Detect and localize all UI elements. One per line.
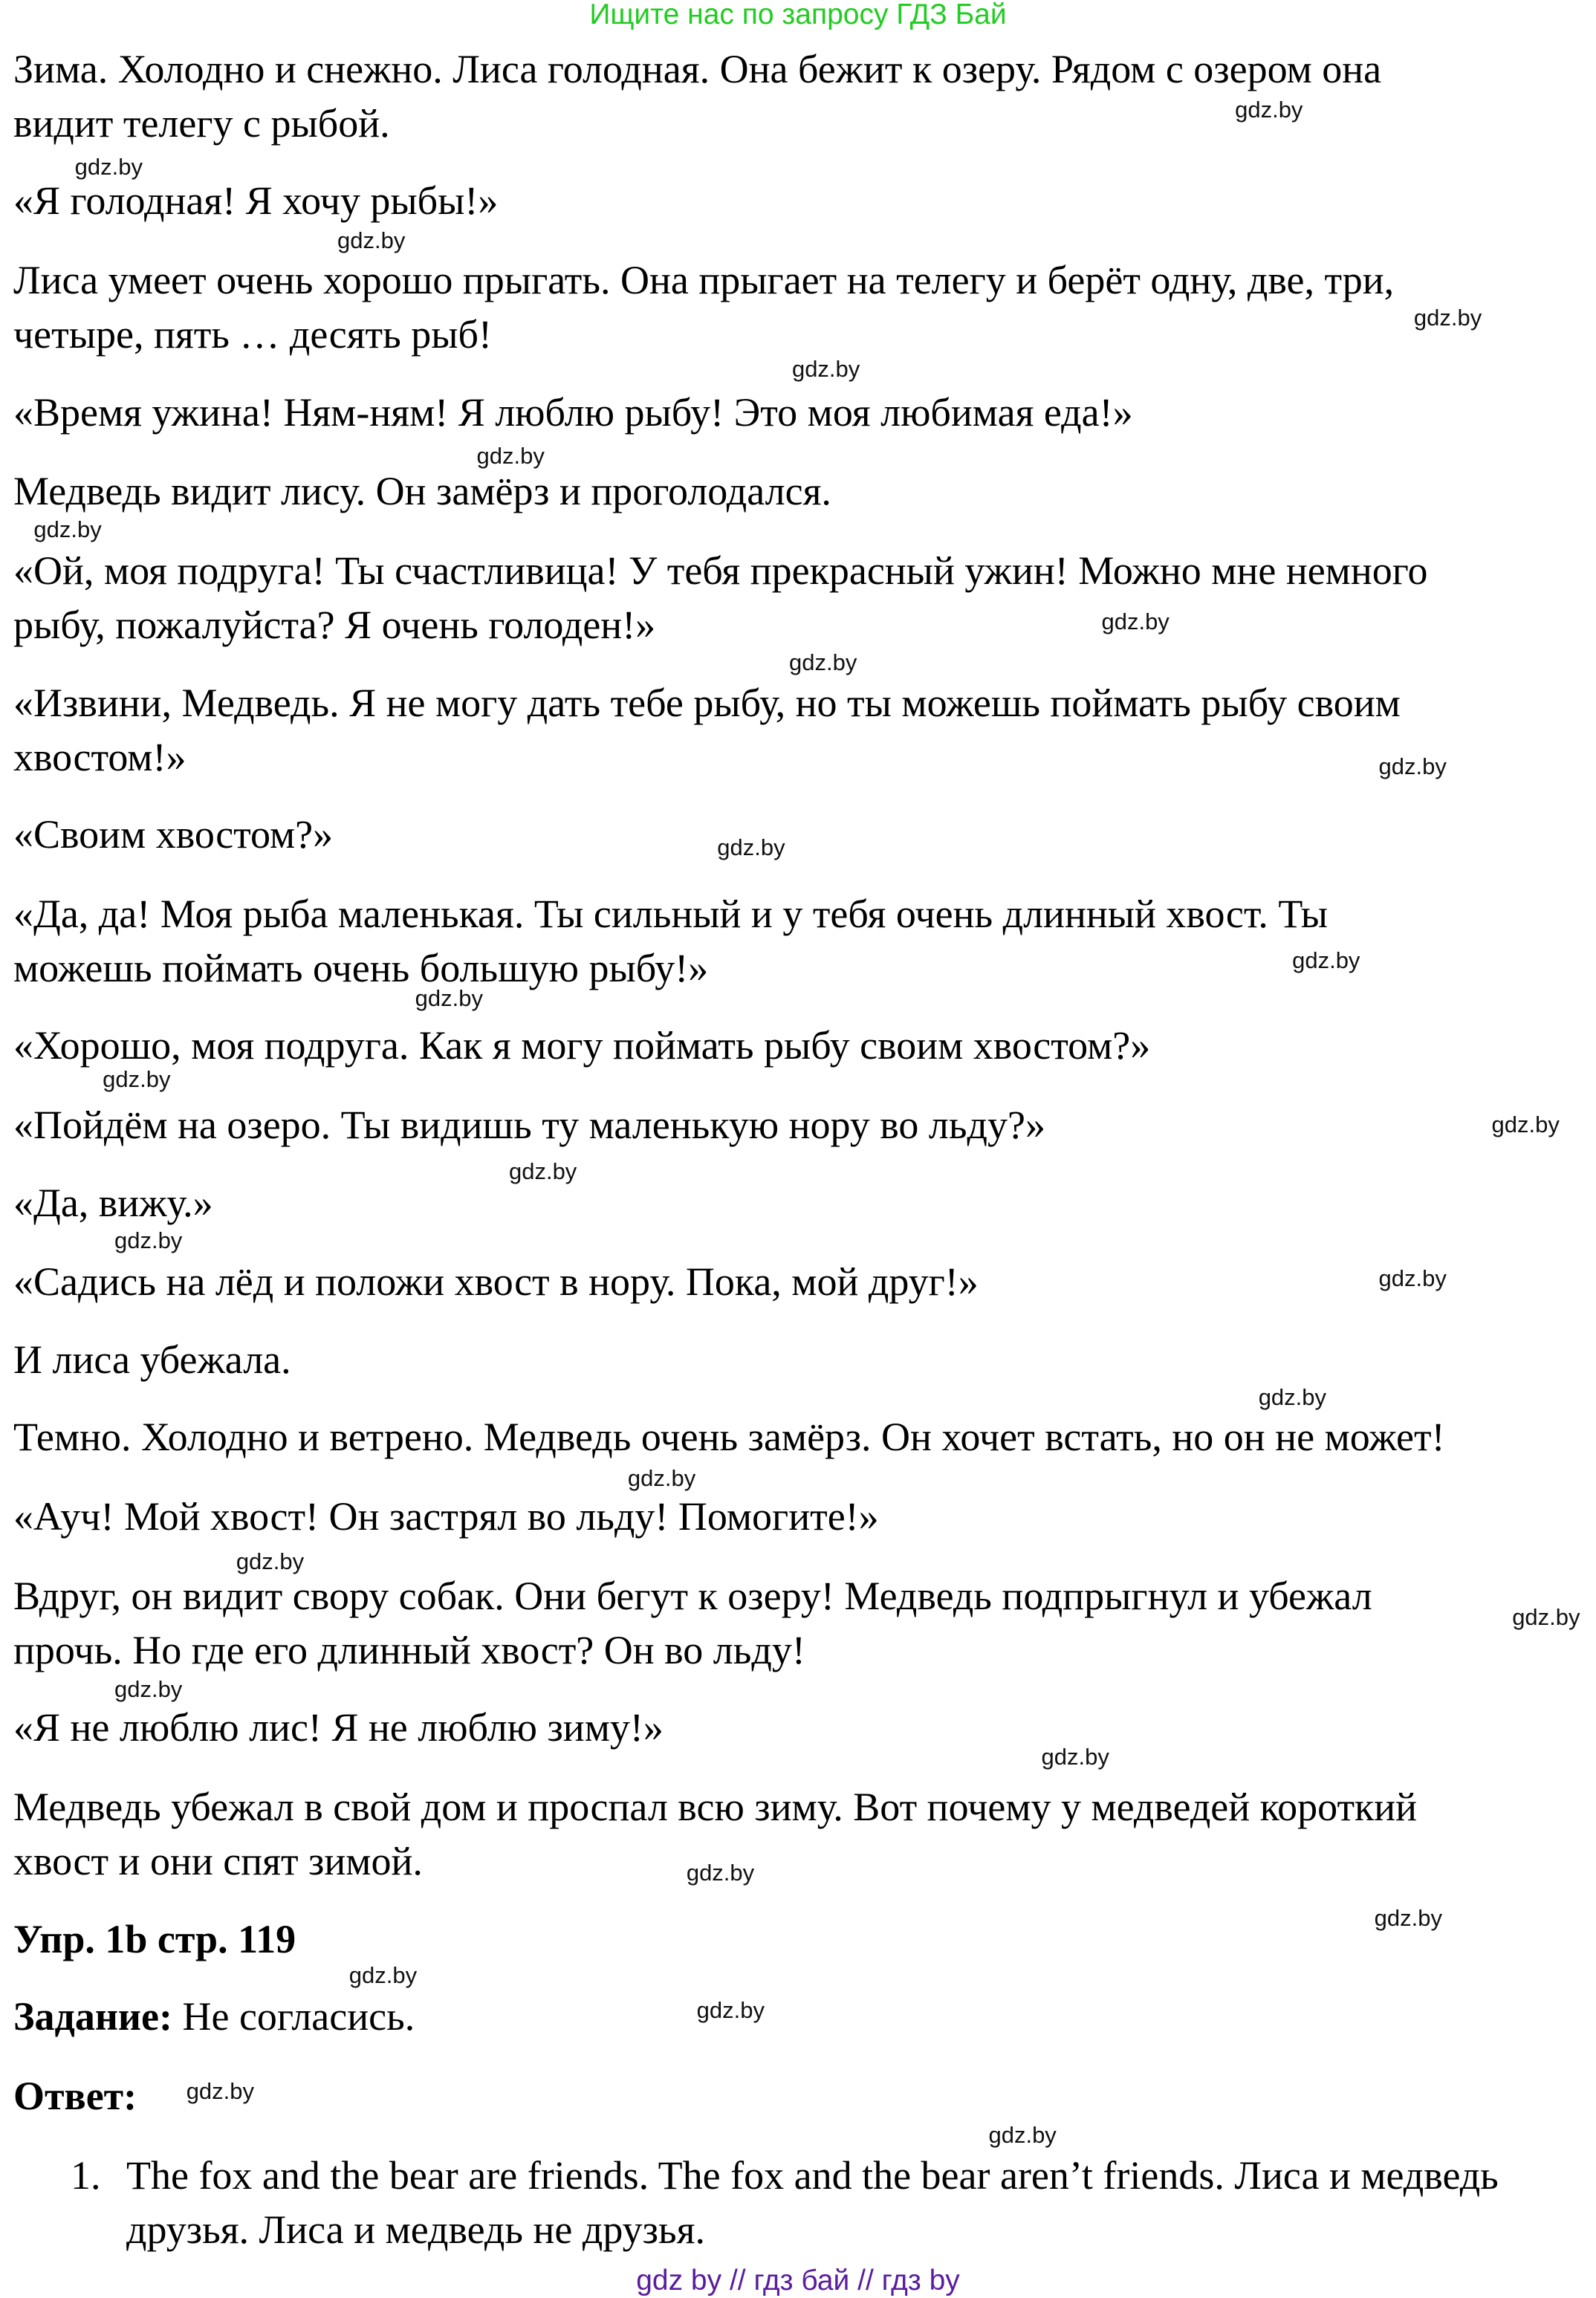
paragraph: [13, 1569, 1372, 1678]
line: «Извини, Медведь. Я не могу дать тебе рыбу, но ты можешь поймать рыбу своим: [13, 681, 1401, 725]
watermark: gdz.by: [114, 1676, 183, 1703]
footer-links: gdz by // гдз бай // гдз by: [636, 2265, 960, 2297]
watermark: gdz.by: [508, 1158, 577, 1185]
watermark: gdz.by: [348, 1961, 418, 1988]
task-text: Не согласись.: [172, 1994, 415, 2039]
answer-number: 1.: [71, 2153, 101, 2198]
watermark: gdz.by: [1292, 947, 1360, 973]
paragraph: [13, 1255, 979, 1309]
answer-label: Ответ:: [13, 2074, 137, 2118]
line: «Да, да! Моя рыба маленькая. Ты сильный и у тебя очень длинный хвост. Ты: [13, 892, 1328, 936]
line: «Да, вижу.»: [13, 1181, 213, 1225]
paragraph: [13, 1490, 879, 1544]
line: «Своим хвостом?»: [13, 812, 334, 857]
watermark: gdz.by: [1378, 753, 1447, 780]
watermark: gdz.by: [337, 227, 406, 253]
line: The fox and the bear are friends. The fox and the bear aren’t friends. Лиса и медведь: [126, 2153, 1499, 2198]
paragraph: [13, 1333, 291, 1387]
paragraph: [13, 386, 1133, 440]
line: «Я голодная! Я хочу рыбы!»: [13, 178, 499, 223]
line: Вдруг, он видит свору собак. Они бегут к озеру! Медведь подпрыгнул и убежал: [13, 1574, 1372, 1618]
watermark: gdz.by: [1512, 1604, 1580, 1631]
line: видит телегу с рыбой.: [13, 101, 390, 146]
watermark: gdz.by: [74, 154, 143, 181]
paragraph: [13, 1701, 664, 1755]
line: Лиса умеет очень хорошо прыгать. Она прыгает на телегу и берёт одну, две, три,: [13, 258, 1395, 302]
search-banner: Ищите нас по запросу ГДЗ Бай: [589, 0, 1007, 30]
watermark: gdz.by: [476, 442, 545, 469]
line: хвост и они спят зимой.: [13, 1839, 423, 1883]
watermark: gdz.by: [1041, 1743, 1109, 1770]
line: «Хорошо, моя подруга. Как я могу поймать рыбу своим хвостом?»: [13, 1023, 1151, 1068]
paragraph: [13, 1410, 1445, 1464]
watermark: gdz.by: [789, 649, 857, 676]
paragraph: [13, 253, 1394, 362]
watermark: gdz.by: [1235, 97, 1303, 123]
watermark: gdz.by: [1258, 1384, 1327, 1411]
watermark: gdz.by: [791, 356, 860, 383]
line: Медведь видит лису. Он замёрз и проголодался.: [13, 469, 831, 513]
line: «Пойдём на озеро. Ты видишь ту маленькую нору во льду?»: [13, 1103, 1045, 1147]
line: «Время ужина! Ням-ням! Я люблю рыбу! Это моя любимая еда!»: [13, 390, 1133, 435]
watermark: gdz.by: [186, 2077, 255, 2104]
paragraph: [13, 676, 1401, 785]
watermark: gdz.by: [686, 1859, 755, 1886]
watermark: gdz.by: [627, 1464, 696, 1491]
watermark: gdz.by: [717, 834, 785, 860]
watermark: gdz.by: [114, 1227, 183, 1253]
watermark: gdz.by: [33, 516, 102, 542]
paragraph: [13, 887, 1328, 996]
paragraph: [13, 808, 333, 862]
line: «Садись на лёд и положи хвост в нору. Пока, мой друг!»: [13, 1259, 979, 1304]
paragraph: [13, 544, 1428, 652]
line: четыре, пять … десять рыб!: [13, 312, 492, 357]
paragraph: [13, 464, 831, 519]
line: друзья. Лиса и медведь не друзья.: [126, 2207, 705, 2252]
line: «Ауч! Мой хвост! Он застрял во льду! Помогите!»: [13, 1494, 879, 1539]
line: Темно. Холодно и ветрено. Медведь очень замёрз. Он хочет встать, но он не может!: [13, 1415, 1445, 1459]
watermark: gdz.by: [236, 1548, 305, 1575]
exercise-heading: Упр. 1b стр. 119: [13, 1917, 296, 1961]
task-label: Задание:: [13, 1994, 172, 2039]
line: «Я не люблю лис! Я не люблю зиму!»: [13, 1705, 664, 1750]
answer-item: [126, 2149, 1499, 2257]
line: рыбу, пожалуйста? Я очень голоден!»: [13, 603, 656, 647]
watermark: gdz.by: [1101, 608, 1170, 634]
watermark: gdz.by: [988, 2122, 1057, 2149]
paragraph: [13, 1176, 213, 1230]
watermark: gdz.by: [415, 985, 483, 1012]
line: прочь. Но где его длинный хвост? Он во льду!: [13, 1628, 805, 1672]
watermark: gdz.by: [1413, 305, 1482, 331]
watermark: gdz.by: [1374, 1904, 1442, 1931]
line: И лиса убежала.: [13, 1337, 291, 1382]
task: [13, 1990, 415, 2044]
watermark: gdz.by: [1378, 1265, 1447, 1292]
paragraph: [13, 174, 498, 228]
watermark: gdz.by: [103, 1065, 171, 1092]
line: Медведь убежал в свой дом и проспал всю зиму. Вот почему у медведей короткий: [13, 1785, 1418, 1829]
line: Зима. Холодно и снежно. Лиса голодная. Она бежит к озеру. Рядом с озером она: [13, 47, 1382, 91]
watermark: gdz.by: [1491, 1111, 1560, 1138]
watermark: gdz.by: [696, 1997, 765, 2024]
line: хвостом!»: [13, 735, 186, 779]
line: можешь поймать очень большую рыбу!»: [13, 946, 709, 990]
paragraph: [13, 1019, 1150, 1073]
line: «Ой, моя подруга! Ты счастливица! У тебя прекрасный ужин! Можно мне немного: [13, 548, 1428, 593]
paragraph: [13, 1098, 1045, 1152]
paragraph: [13, 42, 1381, 151]
